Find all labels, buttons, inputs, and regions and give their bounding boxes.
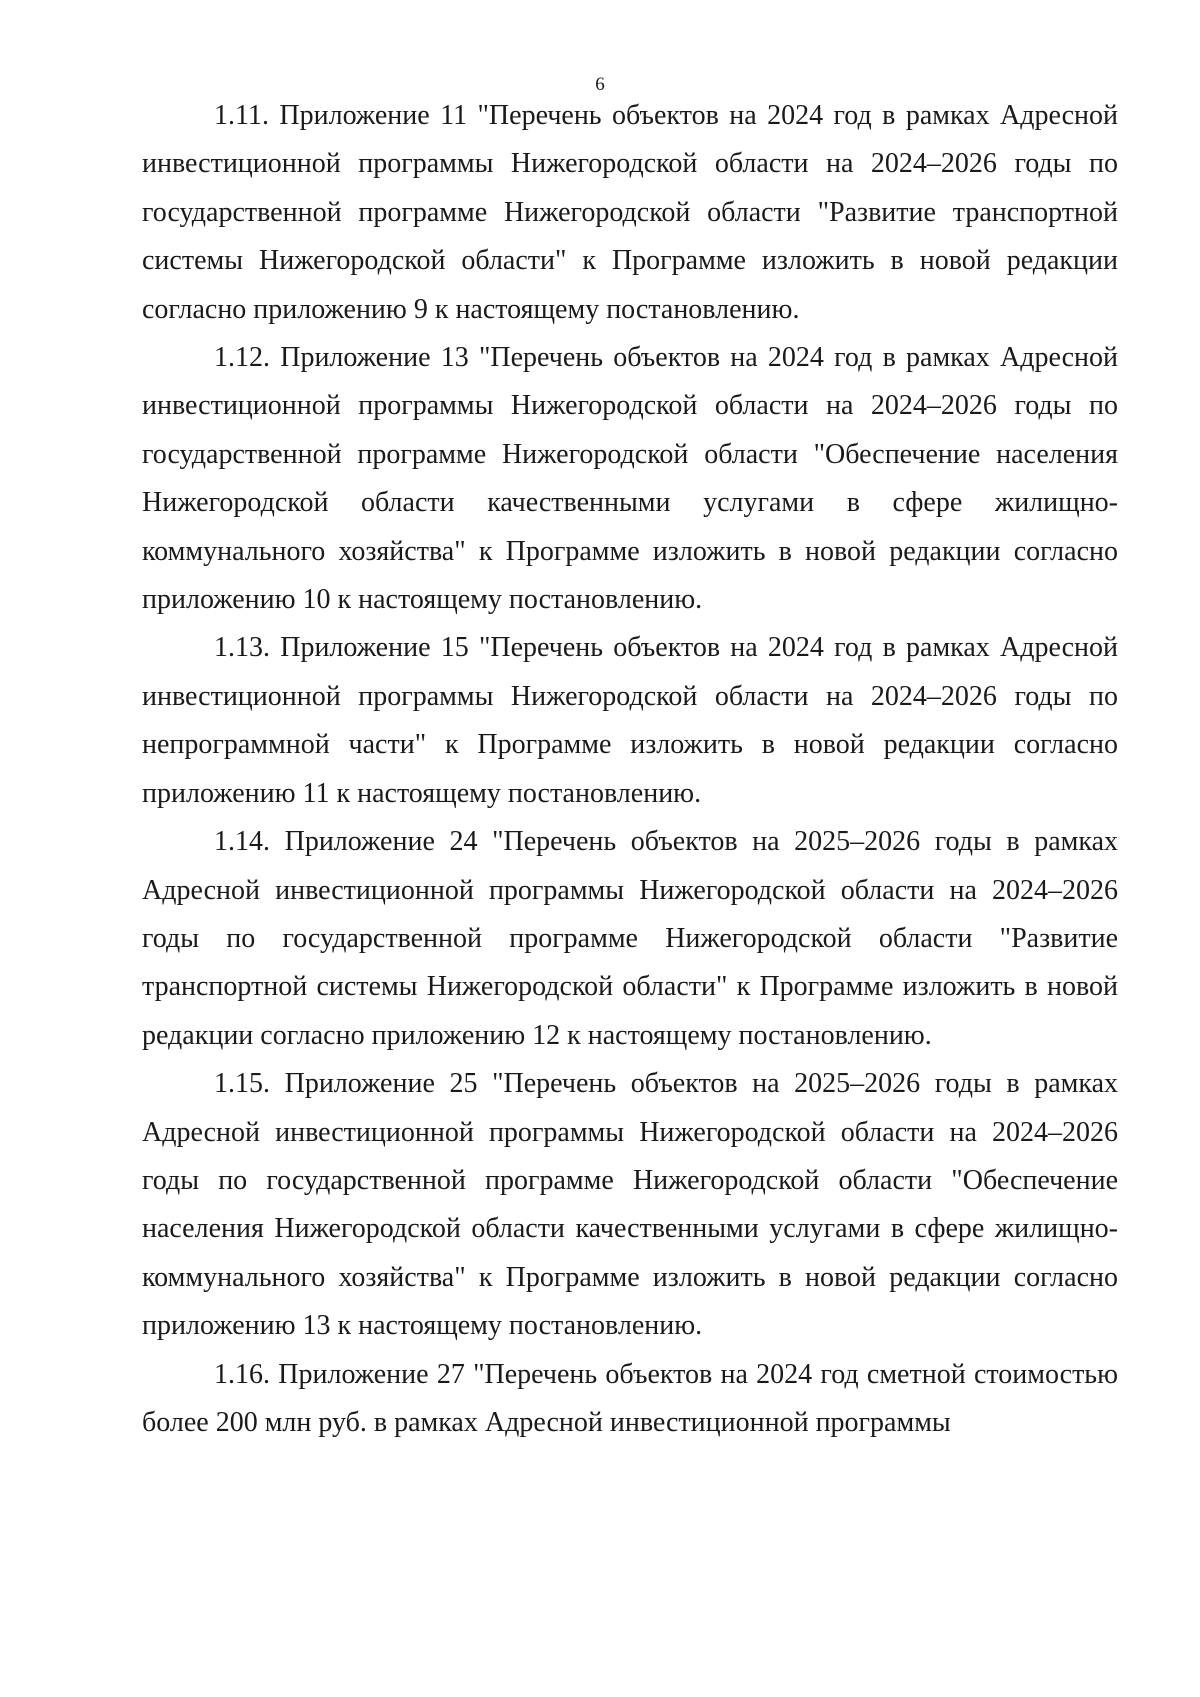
paragraph-1-15: 1.15. Приложение 25 "Перечень объектов на 2025–2026 годы в рамках Адресной инвестиционной программы Нижегородской области на 2024–2026 годы по государственной программе Нижегородской области "Обеспечение населения Нижегородской области качественными услугами в сфере жилищно-коммунального хозяйства" к Программе изложить в новой редакции согласно приложению 13 к настоящему постановлению. bbox=[142, 1068, 1118, 1342]
paragraph-1-11: 1.11. Приложение 11 "Перечень объектов на 2024 год в рамках Адресной инвестиционной программы Нижегородской области на 2024–2026 годы по государственной программе Нижегородской области "Развитие транспортной системы Нижегородской области" к Программе изложить в новой редакции согласно приложению 9 к настоящему постановлению. bbox=[142, 100, 1118, 325]
paragraph-1-13: 1.13. Приложение 15 "Перечень объектов на 2024 год в рамках Адресной инвестиционной программы Нижегородской области на 2024–2026 годы по непрограммной части" к Программе изложить в новой редакции согласно приложению 11 к настоящему постановлению. bbox=[142, 632, 1118, 809]
paragraph-1-16: 1.16. Приложение 27 "Перечень объектов на 2024 год сметной стоимостью более 200 млн руб. в рамках Адресной инвестиционной программы bbox=[142, 1358, 1118, 1438]
paragraph-1-12: 1.12. Приложение 13 "Перечень объектов на 2024 год в рамках Адресной инвестиционной программы Нижегородской области на 2024–2026 годы по государственной программе Нижегородской области "Обеспечение населения Нижегородской области качественными услугами в сфере жилищно-коммунального хозяйства" к Программе изложить в новой редакции согласно приложению 10 к настоящему постановлению. bbox=[142, 342, 1118, 616]
paragraph-1-14: 1.14. Приложение 24 "Перечень объектов на 2025–2026 годы в рамках Адресной инвестиционной программы Нижегородской области на 2024–2026 годы по государственной программе Нижегородской области "Развитие транспортной системы Нижегородской области" к Программе изложить в новой редакции согласно приложению 12 к настоящему постановлению. bbox=[142, 826, 1118, 1051]
document-body bbox=[142, 92, 1118, 1447]
page-number: 6 bbox=[595, 74, 605, 95]
